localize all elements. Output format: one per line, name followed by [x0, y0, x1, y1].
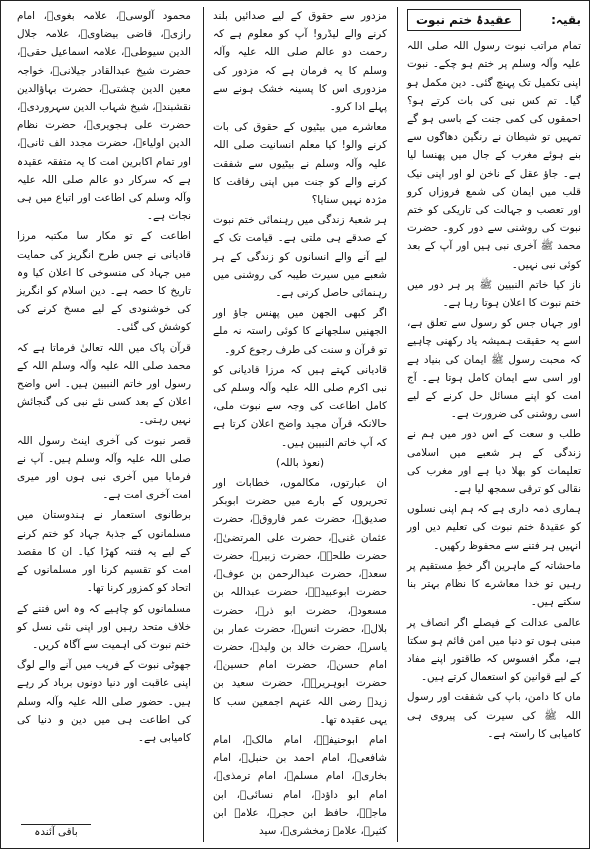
paragraph: محمود آلوسیؒ، علامہ بغویؒ، امام رازیؒ، قاضی بیضاویؒ، علامہ جلال الدین سیوطیؒ، علامہ اسماعیل حقیؒ، حضرت شیخ عبدالقادر جیلانیؒ، خواجہ معین الدین چشتیؒ، حضرت بہاؤالدین نقشبندؒ، شیخ شہاب الدین سہروردیؒ، حضرت علی ہجویریؒ، حضرت نظام الدین اولیاءؒ، حضرت مجدد الف ثانیؒ، اور تمام اکابرین امت کا یہ متفقہ عقیدہ ہے کہ سرکار دو عالم صلی اللہ علیہ وآلہ وسلم کی اطاعت اور اتباع میں ہی نجات ہے۔	[17, 10, 191, 223]
paragraph: مسلمانوں کو چاہیے کہ وہ اس فتنے کے خلاف متحد رہیں اور اپنی نئی نسل کو ختم نبوت کی اہمیت سے آگاہ کریں۔	[17, 602, 191, 651]
column-divider	[203, 7, 204, 842]
paragraph: تمام مراتب نبوت رسول اللہ صلی اللہ علیہ وآلہ وسلم پر ختم ہو چکے۔ نبوت اپنی تکمیل تک پہنچ گئی۔ دین مکمل ہو گیا۔ تم کس نبی کی بات کرتے ہو؟ احمقوں کی کمی جنت کے باسی ہو گے تمہیں تو شیطان نے رنگین دھاگوں سے بنے ہوئے مغرب کے جال میں پھنسا لیا ہے۔ جاؤ عقل کے ناخن لو اور اپنی نیک قلب میں ایمان کی شمع فروزاں کرو اور تعصب و جہالت کی تاریکی کو ختم نبوت کی روشنی سے دور کرو۔ حضرت محمد ﷺ آخری نبی ہیں اور آپ کے بعد کوئی نبی نہیں۔	[407, 40, 581, 271]
paragraph: مزدور سے حقوق کے لیے صدائیں بلند کرنے والے لیڈرو! آپ کو معلوم ہے کہ رحمت دو عالم صلی اللہ علیہ وآلہ وسلم کا یہ فرمان ہے کہ مزدور کی مزدوری اس کا پسینہ خشک ہونے سے پہلے ادا کرو۔	[213, 10, 387, 114]
paragraph: ہر شعبۂ زندگی میں رہنمائی ختم نبوت کے صدقے ہی ملتی ہے۔ قیامت تک کے لیے آنے والے انسانوں کو زندگی کے ہر شعبے میں سیرت طیبہ کی روشنی میں رہنمائی حاصل کرنی ہے۔	[213, 214, 387, 300]
article-header	[407, 9, 581, 31]
column-left	[13, 7, 195, 842]
paragraph: عالمی عدالت کے فیصلے اگر انصاف پر مبنی ہوں تو دنیا میں امن قائم ہو سکتا ہے، مگر افسوس کہ طاقتور اپنے مفاد کے لیے قوانین کو استعمال کرتے ہیں۔	[407, 616, 581, 684]
paragraph: امام ابوحنیفہؒ، امام مالکؒ، امام شافعیؒ، امام احمد بن حنبلؒ، امام بخاریؒ، امام مسلمؒ، امام ترمذیؒ، امام ابو داؤدؒ، امام نسائیؒ، ابن ماجہؒ، حافظ ابن حجرؒ، علامہ ابن کثیرؒ، علامہ زمخشریؒ، سید	[213, 733, 387, 837]
paragraph: ہماری ذمہ داری ہے کہ ہم اپنی نسلوں کو عقیدۂ ختم نبوت کی تعلیم دیں اور انہیں ہر فتنے سے محفوظ رکھیں۔	[407, 503, 581, 552]
paragraph: قصر نبوت کی آخری اینٹ رسول اللہ صلی اللہ علیہ وآلہ وسلم ہیں۔ آپ نے فرمایا میں آخری نبی ہوں اور میری امت آخری امت ہے۔	[17, 434, 191, 502]
paragraph: قرآن پاک میں اللہ تعالیٰ فرماتا ہے کہ محمد صلی اللہ علیہ وآلہ وسلم اللہ کے رسول اور خاتم النبیین ہیں۔ اس واضح اعلان کے بعد کسی نئے نبی کی گنجائش نہیں رہتی۔	[17, 341, 191, 427]
column-middle	[209, 7, 391, 842]
citation: (نعوذ باللہ)	[275, 456, 325, 469]
paragraph: قادیانی کہتے ہیں کہ مرزا قادیانی کو نبی اکرم صلی اللہ علیہ وآلہ وسلم کی کامل اطاعت کی وجہ سے نبوت ملی، حالانکہ قرآن مجید واضح اعلان کرتا ہے کہ آپ خاتم النبیین ہیں۔	[213, 363, 387, 449]
paragraph: جھوٹی نبوت کے فریب میں آنے والے لوگ اپنی عاقبت اور دنیا دونوں برباد کر رہے ہیں۔ حضور صلی اللہ علیہ وآلہ وسلم کی اطاعت ہی میں دین و دنیا کی کامیابی ہے۔	[17, 659, 191, 744]
paragraph: ان عبارتوں، مکالموں، خطابات اور تحریروں کے بارے میں حضرت ابوبکر صدیقؓ، حضرت عمر فاروقؓ، حضرت عثمان غنیؓ، حضرت علی المرتضیٰؓ، حضرت طلحہؓ، حضرت زبیرؓ، حضرت سعدؓ، حضرت عبدالرحمن بن عوفؓ، حضرت ابوعبیدہؓ، حضرت عبداللہ بن مسعودؓ، حضرت ابو ذرؓ، حضرت بلالؓ، حضرت انسؓ، حضرت عمار بن یاسرؓ، حضرت خالد بن ولیدؓ، حضرت امام حسنؓ، حضرت امام حسینؓ، حضرت ابوہریرہؓ، حضرت سعید بن زیدؓ رضی اللہ عنہم اجمعین سب کا یہی عقیدہ تھا۔	[213, 477, 387, 726]
article-title: عقیدۂ ختم نبوت	[407, 9, 521, 31]
paragraph: اگر کبھی الجھن میں پھنس جاؤ اور الجھنیں سلجھانے کا کوئی راستہ نہ ملے تو قرآن و سنت کی طرف رجوع کرو۔	[213, 307, 387, 356]
paragraph: طلب و سعت کے اس دور میں ہم نے زندگی کے ہر شعبے میں اسلامی تعلیمات کو بھلا دیا ہے اور مغرب کی نقالی کو ترقی سمجھ لیا ہے۔	[407, 428, 581, 496]
column-divider	[397, 7, 398, 842]
paragraph: ناز کیا خاتم النبیین ﷺ پر ہر دور میں ختم نبوت کا اعلان ہوتا رہا ہے۔	[407, 278, 581, 310]
continued-note: باقی آئندہ	[21, 824, 91, 838]
paragraph: برطانوی استعمار نے ہندوستان میں مسلمانوں کے جذبۂ جہاد کو ختم کرنے کے لیے یہ فتنہ کھڑا کیا۔ ان کا مقصد امت کو تقسیم کرنا اور مسلمانوں کے اتحاد کو کمزور کرنا تھا۔	[17, 509, 191, 595]
paragraph: ماں کا دامن، باپ کی شفقت اور رسول اللہ ﷺ کی سیرت کی پیروی ہی کامیابی کا راستہ ہے۔	[407, 691, 581, 740]
paragraph: ماحشاتہ کے ماہرین اگر خطِ مستقیم پر رہیں تو خدا معاشرے کا نظام بہتر بنا سکتے ہیں۔	[407, 559, 581, 609]
column-right	[403, 7, 585, 842]
paragraph: معاشرے میں بیٹیوں کے حقوق کی بات کرنے والو! کیا معلم انسانیت صلی اللہ علیہ وآلہ وسلم نے بیٹیوں سے شفقت کرنے والے کو جنت میں اپنی رفاقت کا مژدہ نہیں سنایا؟	[213, 121, 387, 207]
paragraph: اور جہاں جس کو رسول سے تعلق ہے، اسے یہ حقیقت ہمیشہ یاد رکھنی چاہیے کہ محبت رسول ﷺ ایمان کی بنیاد ہے اور اسی سے ایمان کامل ہوتا ہے۔ آج امت کو اپنے مسائل حل کرنے کے لیے اسی روشنی کی ضرورت ہے۔	[407, 317, 581, 421]
paragraph: اطاعت کے تو مکار سا مکتبہ مرزا قادیانی نے جس طرح انگریز کی حمایت میں جہاد کی منسوخی کا اعلان کیا وہ تاریخ کا حصہ ہے۔ دین اسلام کو انگریز کی خوشنودی کے لیے مسخ کرنے کی کوشش کی گئی۔	[17, 230, 191, 334]
continued-label: بقیہ:	[551, 13, 581, 27]
